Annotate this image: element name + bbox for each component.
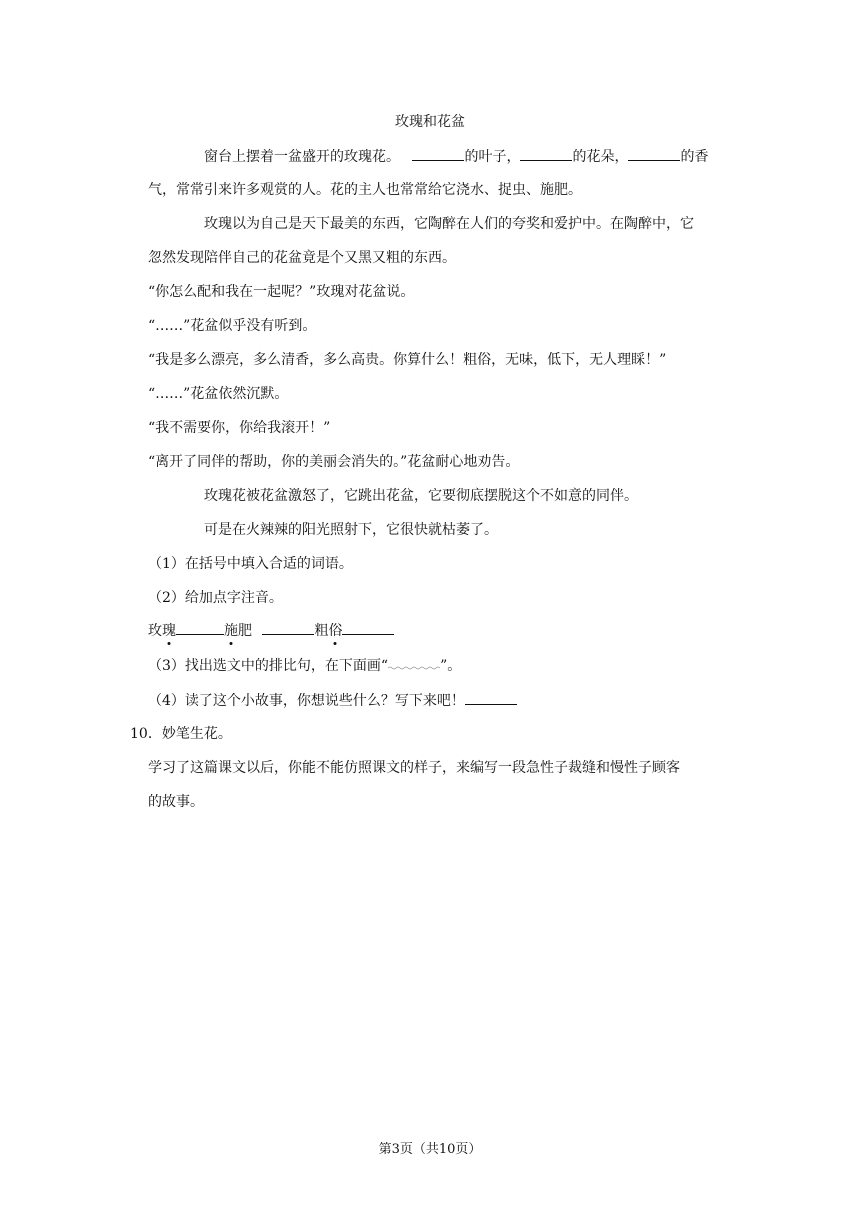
pinyin-blank-1[interactable] <box>176 620 224 635</box>
word-char: 肥 <box>238 623 252 639</box>
dialogue-3: “我是多么漂亮，多么清香，多么高贵。你算什么！粗俗，无味，低下，无人理睬！” <box>148 352 667 368</box>
dotted-char: 俗 <box>328 623 343 639</box>
question-3 <box>148 656 461 676</box>
paragraph-1-line-2: 气，常常引来许多观赏的人。花的主人也常常给它浇水、捉虫、施肥。 <box>148 182 582 198</box>
text: 窗台上摆着一盆盛开的玫瑰花。 <box>204 149 400 165</box>
text: 的花朵， <box>572 149 629 165</box>
answer-blank[interactable] <box>465 690 517 705</box>
paragraph-2-line-2: 忽然发现陪伴自己的花盆竟是个又黑又粗的东西。 <box>148 250 456 266</box>
passage-title: 玫瑰和花盆 <box>395 114 465 130</box>
paragraph-3: 玫瑰花被花盆激怒了，它跳出花盆，它要彻底摆脱这个不如意的同伴。 <box>204 488 638 504</box>
word-char: 粗 <box>314 623 329 639</box>
fill-blank-1[interactable] <box>412 146 464 161</box>
dialogue-5: “我不需要你，你给我滚开！” <box>148 420 331 436</box>
wavy-underline-icon <box>388 661 440 671</box>
question-10-title: 10．妙笔生花。 <box>130 726 232 742</box>
question-1: （1）在括号中填入合适的词语。 <box>148 556 353 572</box>
question-2: （2）给加点字注音。 <box>148 590 283 606</box>
paragraph-2-line-1: 玫瑰以为自己是天下最美的东西，它陶醉在人们的夸奖和爱护中。在陶醉中，它 <box>204 216 694 232</box>
fill-blank-2[interactable] <box>520 146 572 161</box>
dialogue-4: “……”花盆依然沉默。 <box>148 386 289 402</box>
word-char: 玫 <box>148 623 162 639</box>
question-10-line-1: 学习了这篇课文以后，你能不能仿照课文的样子，来编写一段急性子裁缝和慢性子顾客 <box>148 760 680 776</box>
dialogue-2: “……”花盆似乎没有听到。 <box>148 318 317 334</box>
paragraph-1-line-1 <box>204 146 708 167</box>
text: （3）找出选文中的排比句，在下面画“ <box>148 658 389 674</box>
pinyin-row <box>148 620 394 641</box>
pinyin-blank-2[interactable] <box>262 620 314 635</box>
pinyin-blank-3[interactable] <box>342 620 394 635</box>
question-4 <box>148 690 517 711</box>
text: （4）读了这个小故事，你想说些什么？写下来吧！ <box>148 693 465 709</box>
fill-blank-3[interactable] <box>628 146 680 161</box>
text: ”。 <box>440 658 462 674</box>
dotted-char: 施 <box>224 623 238 639</box>
text: 的香 <box>680 149 709 165</box>
paragraph-4: 可是在火辣辣的阳光照射下，它很快就枯萎了。 <box>204 522 498 538</box>
dialogue-6: “离开了同伴的帮助，你的美丽会消失的。”花盆耐心地劝告。 <box>148 454 520 470</box>
dialogue-1: “你怎么配和我在一起呢？”玫瑰对花盆说。 <box>148 284 415 300</box>
question-10-line-2: 的故事。 <box>148 794 204 810</box>
dotted-char: 瑰 <box>162 623 176 639</box>
page-footer: 第3页（共10页） <box>378 1142 482 1157</box>
text: 的叶子， <box>464 149 521 165</box>
